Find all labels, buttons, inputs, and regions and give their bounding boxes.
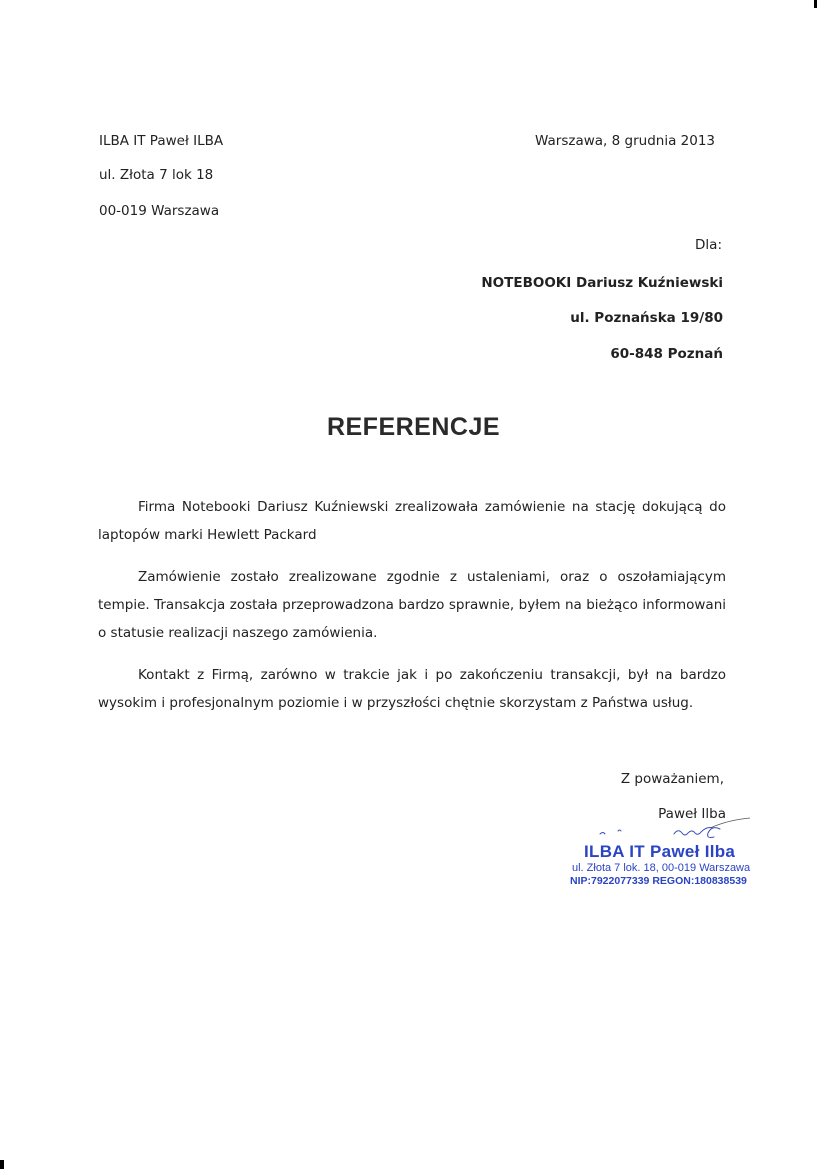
recipient-street: ul. Poznańska 19/80 <box>570 310 723 326</box>
sender-city: 00-019 Warszawa <box>99 203 220 219</box>
handwritten-signature <box>592 812 752 846</box>
sender-street: ul. Złota 7 lok 18 <box>99 167 214 183</box>
paragraph-3-text: Kontakt z Firmą, zarówno w trakcie jak i po zakończeniu transakcji, był na bardzo wysokim i profesjonalnym poziomie i w przyszłości chętnie skorzystam z Państwa usług. <box>98 667 726 711</box>
recipient-name: NOTEBOOKI Dariusz Kuźniewski <box>481 275 723 291</box>
stamp-address: ul. Złota 7 lok. 18, 00-019 Warszawa <box>572 862 751 874</box>
stamp-company-name: ILBA IT Paweł Ilba <box>584 842 736 861</box>
scan-mark-top-right <box>814 0 817 8</box>
paragraph-2-text: Zamówienie zostało zrealizowane zgodnie z ustaleniami, oraz o oszołamiającym tempie. Transakcja została przeprowadzona bardzo sprawnie, byłem na bieżąco informowani o statusie realizacji naszego zamówienia. <box>98 569 726 641</box>
signer-name: Paweł Ilba <box>658 806 726 822</box>
paragraph-3 <box>98 661 726 717</box>
letter-date: Warszawa, 8 grudnia 2013 <box>535 133 715 149</box>
paragraph-2 <box>98 563 726 647</box>
closing-salutation: Z poważaniem, <box>620 771 724 787</box>
recipient-label: Dla: <box>695 237 722 253</box>
stamp-tax-ids: NIP:7922077339 REGON:180838539 <box>570 875 747 887</box>
paragraph-1-text: Firma Notebooki Dariusz Kuźniewski zrealizowała zamówienie na stację dokującą do laptopów marki Hewlett Packard <box>98 499 726 543</box>
paragraph-1 <box>98 493 726 549</box>
sender-name: ILBA IT Paweł ILBA <box>99 133 224 149</box>
document-title: REFERENCJE <box>326 413 501 441</box>
recipient-city: 60-848 Poznań <box>610 346 723 362</box>
scan-mark-bottom-left <box>0 1160 4 1169</box>
